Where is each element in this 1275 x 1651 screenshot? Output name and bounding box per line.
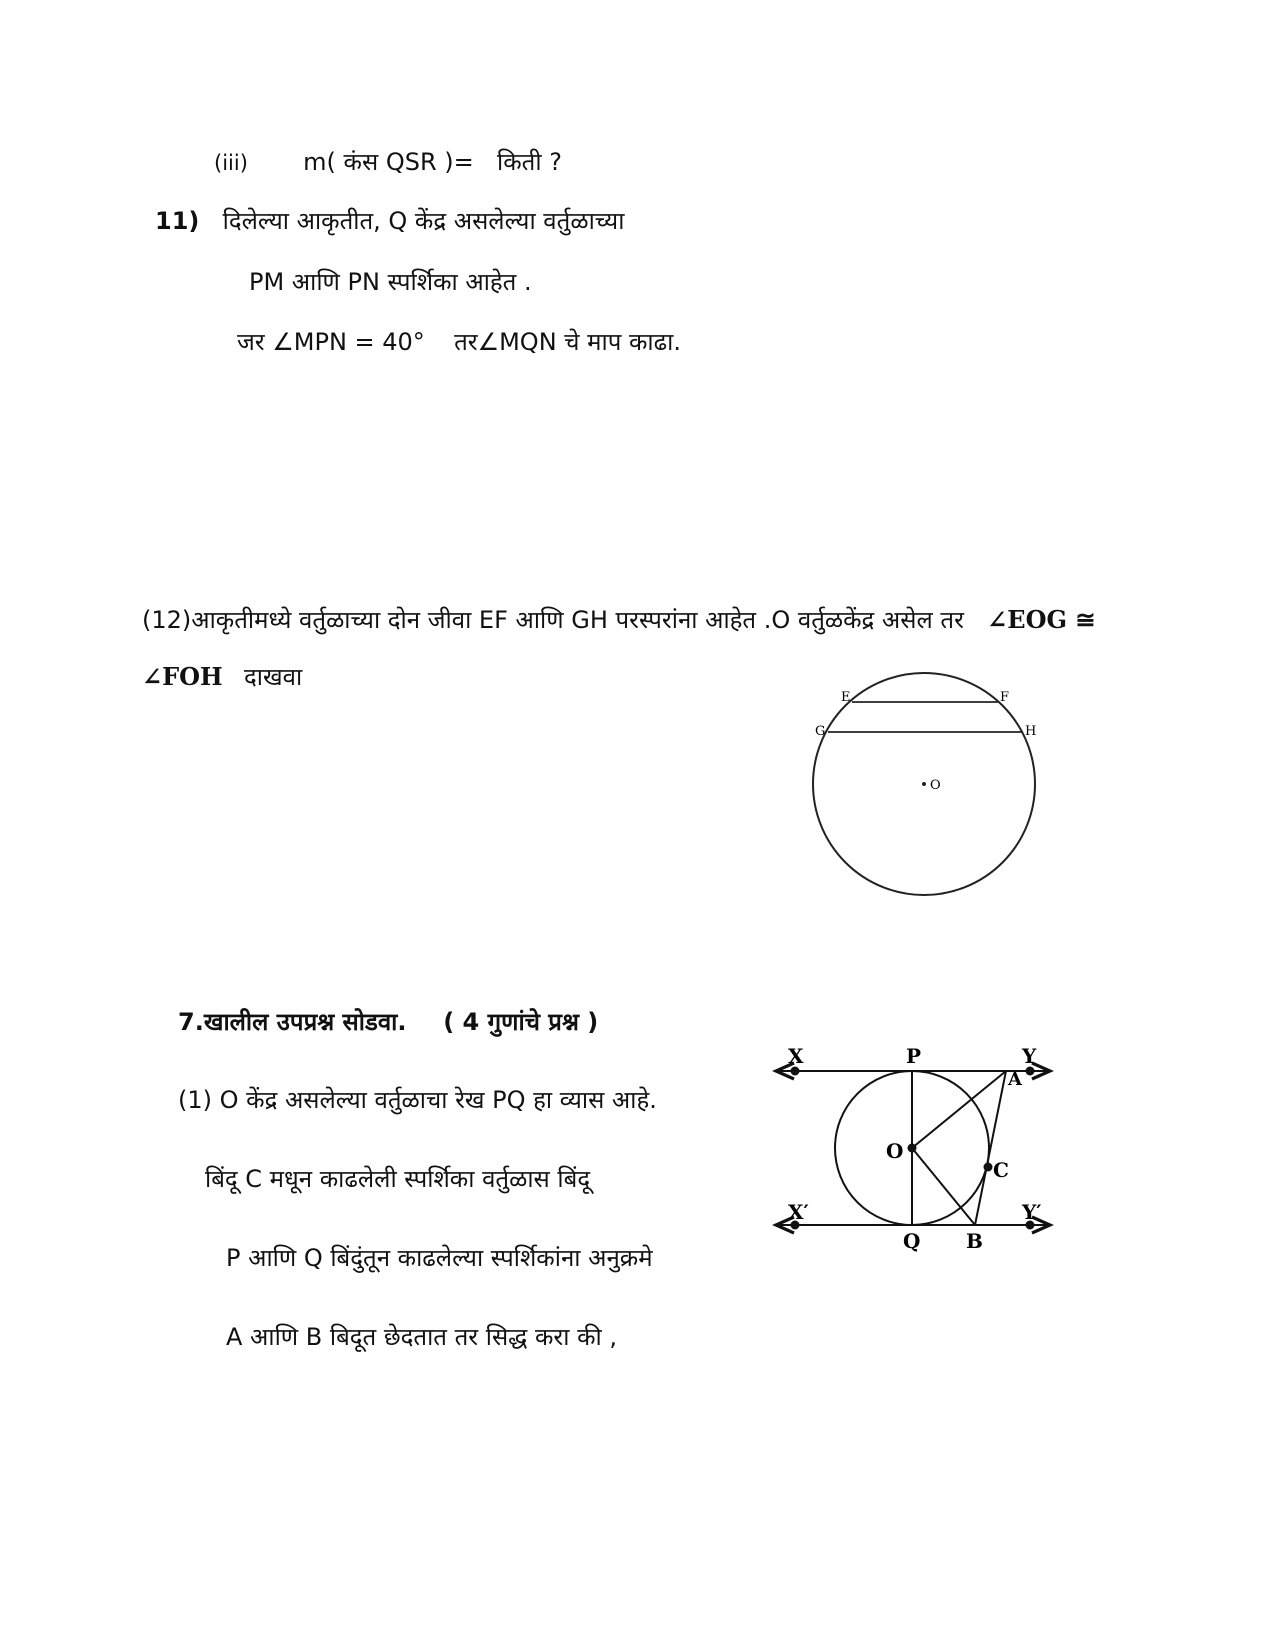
- q7-segment-ob: [912, 1148, 975, 1225]
- q7-label-c: C: [993, 1158, 1009, 1182]
- q12-text-line2: दाखवा: [244, 663, 303, 691]
- q11-text-line3-suffix: तर∠MQN चे माप काढा.: [454, 328, 681, 356]
- q7-point-o: [908, 1144, 917, 1153]
- q7-sub1-line3: [226, 1243, 653, 1273]
- q7-figure: [770, 1045, 1060, 1260]
- q12-text-line1: (12)आकृतीमध्ये वर्तुळाच्या दोन जीवा EF आणि GH परस्परांना आहेत .O वर्तुळकेंद्र असेल तर: [142, 606, 964, 634]
- q12-angle-eog: ∠EOG ≅: [987, 605, 1096, 634]
- q7-sub1-text-line1: (1) O केंद्र असलेल्या वर्तुळाचा रेख PQ हा व्यास आहे.: [178, 1086, 657, 1114]
- q11-number: 11): [155, 207, 200, 235]
- q12-line1: [142, 605, 1095, 635]
- q12-center-dot: [922, 782, 926, 786]
- q12-label-g: G: [815, 724, 826, 739]
- q7-label-x: X: [788, 1044, 804, 1068]
- q7-label-y: Y: [1022, 1044, 1037, 1068]
- q7-label-x-prime: X′: [788, 1200, 809, 1224]
- q11-text-line1: दिलेल्या आकृतीत, Q केंद्र असलेल्या वर्तुळाच्या: [222, 207, 625, 235]
- q10-sub3-question: किती ?: [497, 148, 562, 176]
- q12-angle-foh: ∠FOH: [142, 662, 223, 691]
- q7-label-o: O: [886, 1139, 904, 1163]
- q12-label-f: F: [1000, 690, 1010, 705]
- q11-text-line3-prefix: जर ∠MPN = 40°: [237, 328, 425, 356]
- q7-label-b: B: [966, 1229, 983, 1253]
- q7-sub1-line2: [205, 1164, 590, 1194]
- q12-label-e: E: [841, 690, 851, 705]
- q10-sub3-label: (iii): [214, 151, 248, 175]
- q10-sub3-text: m( कंस QSR )=: [303, 148, 474, 176]
- q7-sub1-line4: [226, 1322, 617, 1352]
- q10-sub3: [214, 147, 562, 178]
- q7-heading-marks: ( 4 गुणांचे प्रश्न ): [443, 1008, 599, 1036]
- q7-sub1-line1: [178, 1085, 657, 1115]
- q7-label-p: P: [906, 1044, 922, 1068]
- q7-label-q: Q: [903, 1229, 921, 1253]
- q12-figure: [800, 670, 1060, 910]
- q7-sub1-text-line2: बिंदू C मधून काढलेली स्पर्शिका वर्तुळास बिंदू: [205, 1165, 591, 1193]
- q11-line1: [155, 206, 624, 236]
- q11-text-line2: PM आणि PN स्पर्शिका आहेत .: [249, 268, 532, 296]
- q12-label-o: O: [930, 778, 941, 793]
- q7-heading: [178, 1007, 598, 1037]
- q7-sub1-text-line4: A आणि B बिदूत छेदतात तर सिद्ध करा की ,: [226, 1323, 617, 1351]
- q7-heading-text: 7.खालील उपप्रश्न सोडवा.: [178, 1008, 407, 1036]
- q7-label-a: A: [1008, 1069, 1022, 1090]
- q11-line2: [249, 267, 532, 297]
- q7-point-c: [984, 1163, 993, 1172]
- q12-label-h: H: [1025, 724, 1037, 739]
- q7-tangent-ab: [975, 1071, 1006, 1225]
- q7-sub1-text-line3: P आणि Q बिंदुंतून काढलेल्या स्पर्शिकांना अनुक्रमे: [226, 1244, 653, 1272]
- q7-label-y-prime: Y′: [1022, 1200, 1042, 1224]
- q11-line3: [237, 327, 681, 357]
- q12-line2: [142, 662, 302, 692]
